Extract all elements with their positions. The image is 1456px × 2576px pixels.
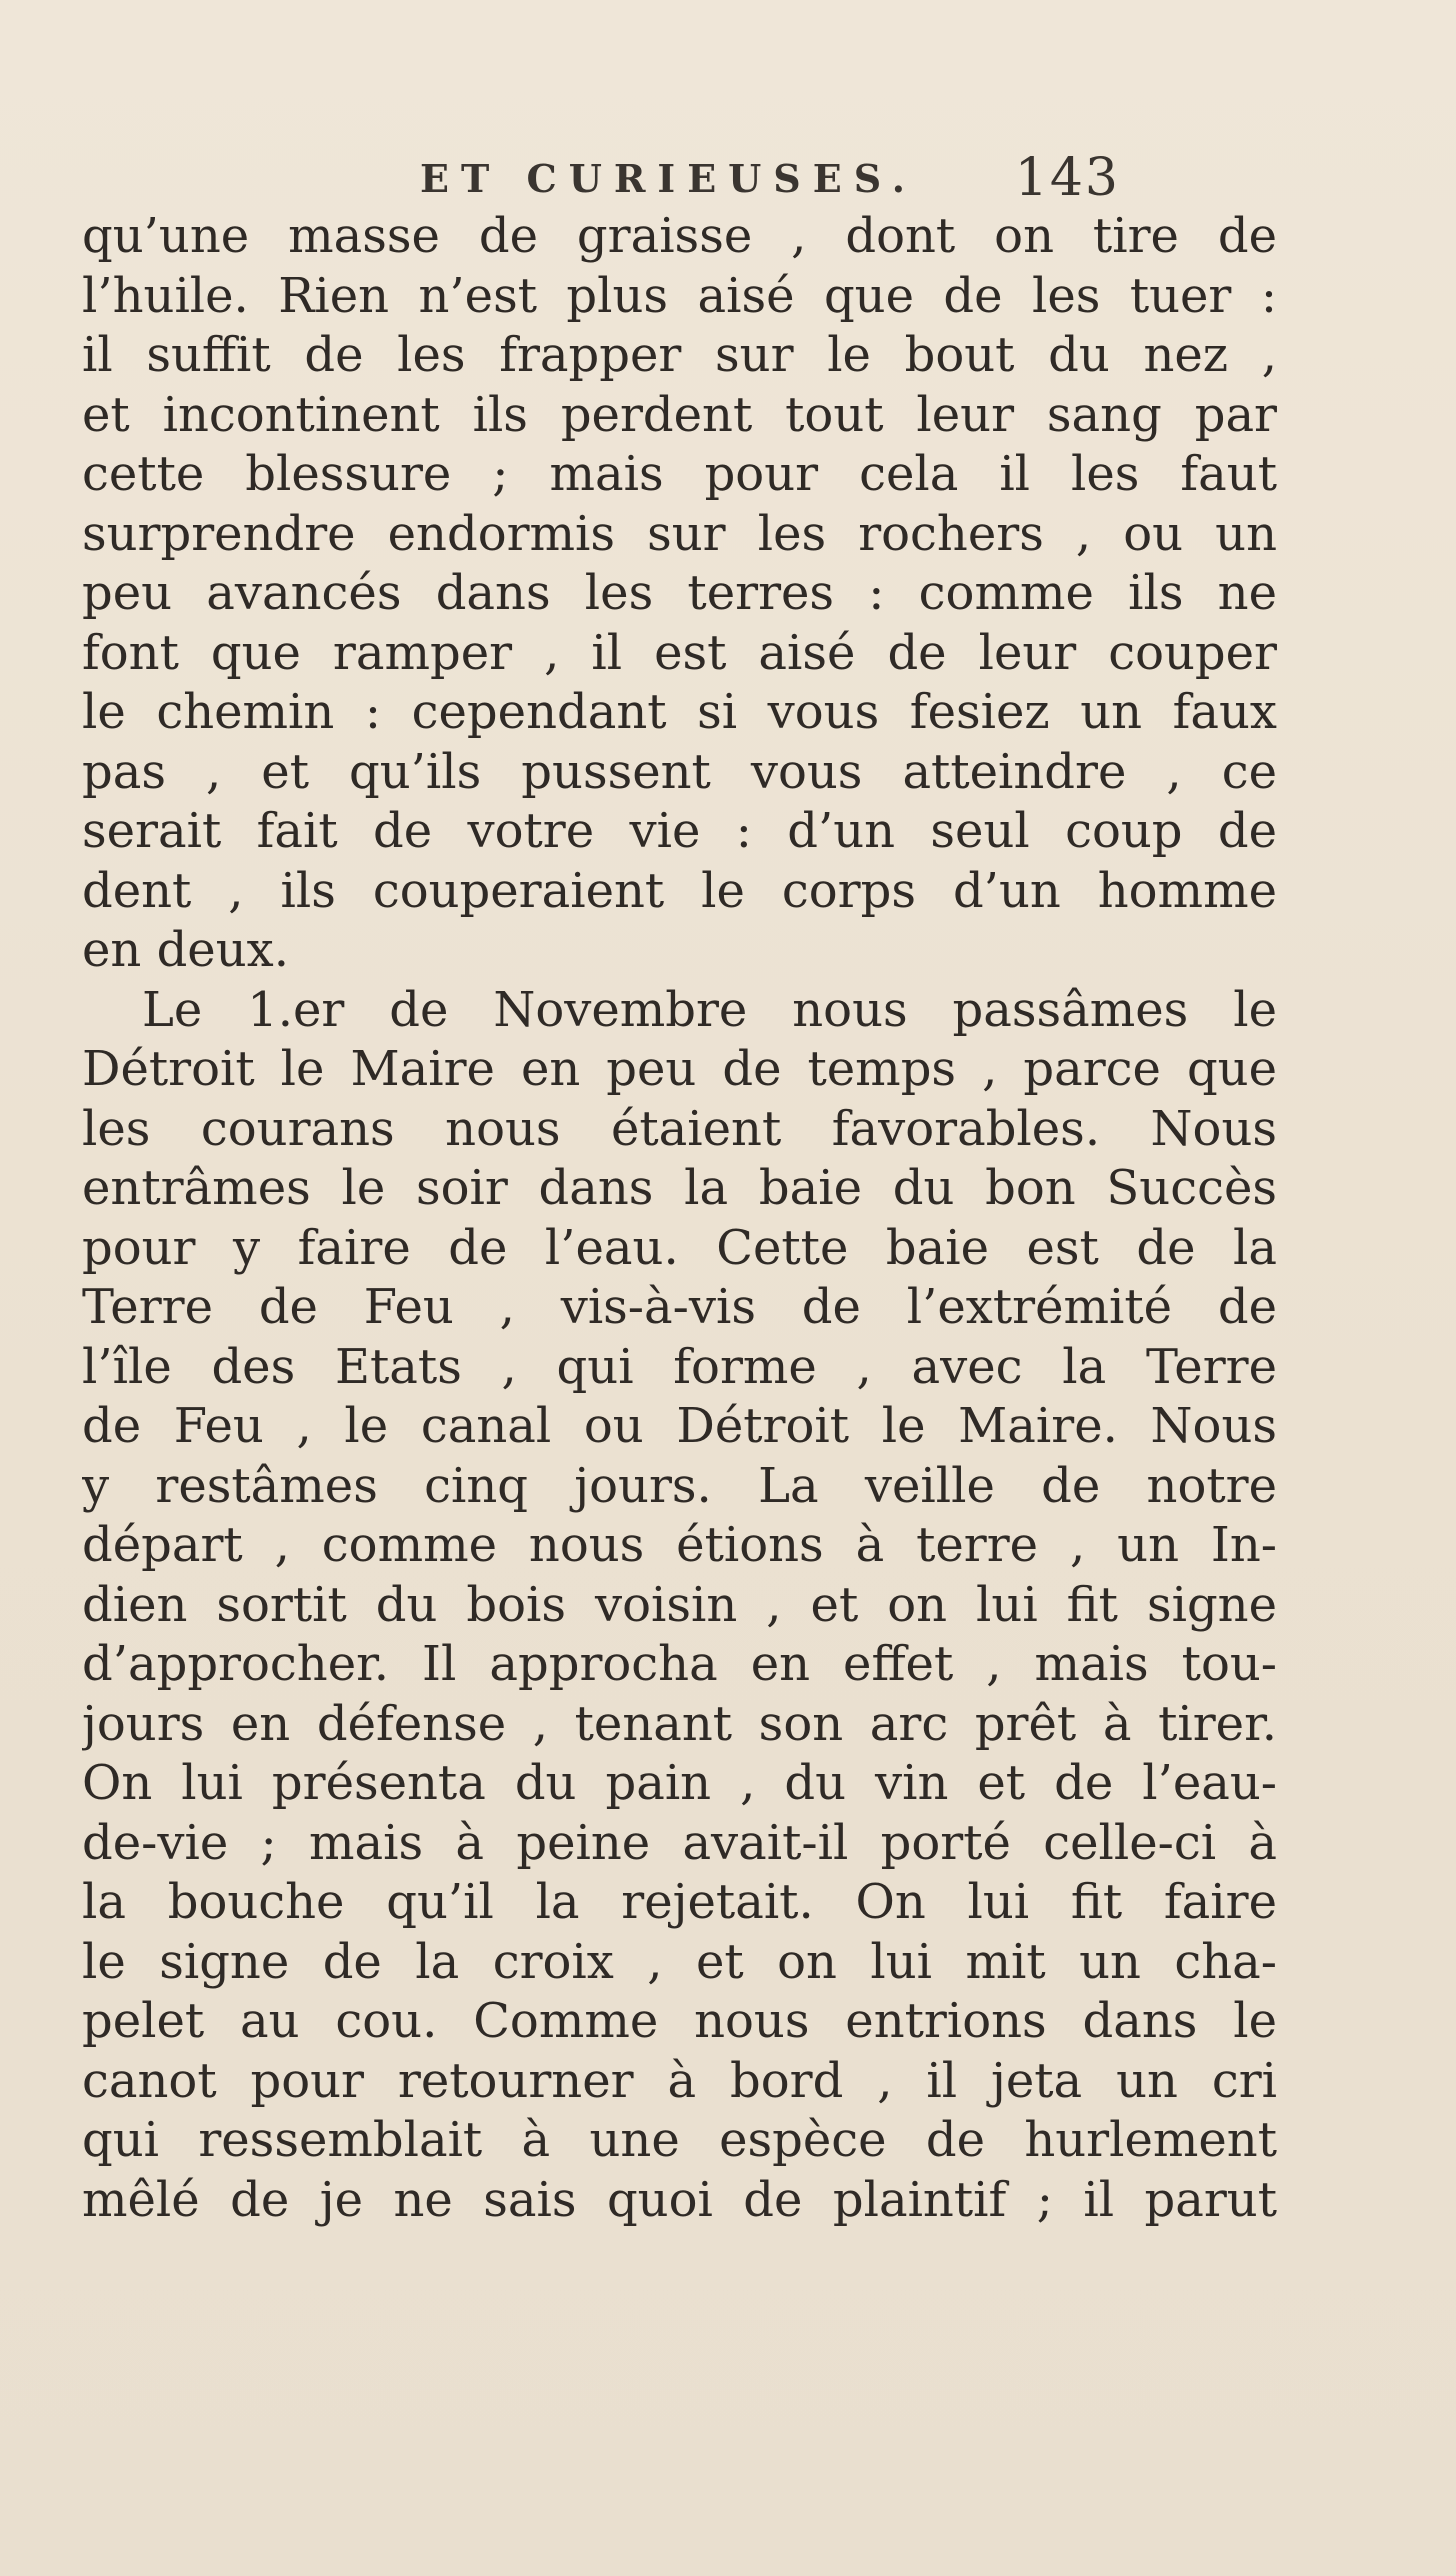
text-line: surprendre endormis sur les rochers , ou un bbox=[82, 505, 1277, 562]
text-line: On lui présenta du pain , du vin et de l’eau- bbox=[82, 1755, 1277, 1811]
text-line: le chemin : cependant si vous fesiez un faux bbox=[82, 684, 1277, 740]
text-line: les courans nous étaient favorables. Nous bbox=[82, 1100, 1277, 1157]
text-line: font que ramper , il est aisé de leur couper bbox=[82, 624, 1277, 681]
text-line: il suffit de les frapper sur le bout du nez , bbox=[82, 327, 1277, 383]
text-line: pour y faire de l’eau. Cette baie est de la bbox=[82, 1219, 1277, 1276]
text-line: d’approcher. Il approcha en effet , mais tou- bbox=[82, 1636, 1277, 1692]
text-line: de-vie ; mais à peine avait-il porté celle-ci à bbox=[82, 1814, 1277, 1871]
text-line: Terre de Feu , vis-à-vis de l’extrémité de bbox=[82, 1279, 1277, 1335]
text-line: peu avancés dans les terres : comme ils ne bbox=[82, 565, 1277, 621]
text-line: en deux. bbox=[82, 922, 289, 978]
page-number: 143 bbox=[1014, 148, 1120, 208]
text-line: entrâmes le soir dans la baie du bon Succès bbox=[82, 1160, 1277, 1216]
text-line: qu’une masse de graisse , dont on tire de bbox=[82, 208, 1277, 264]
text-line: cette blessure ; mais pour cela il les faut bbox=[82, 446, 1277, 502]
text-line: mêlé de je ne sais quoi de plaintif ; il parut bbox=[82, 2171, 1277, 2228]
text-line: départ , comme nous étions à terre , un In- bbox=[82, 1517, 1277, 1573]
text-line: Le 1.er de Novembre nous passâmes le bbox=[142, 981, 1277, 1038]
text-line: dent , ils couperaient le corps d’un homme bbox=[82, 862, 1277, 919]
text-line: la bouche qu’il la rejetait. On lui fit faire bbox=[82, 1874, 1277, 1930]
text-line: canot pour retourner à bord , il jeta un cri bbox=[82, 2052, 1277, 2109]
text-line: pas , et qu’ils pussent vous atteindre , ce bbox=[82, 743, 1277, 800]
text-line: l’huile. Rien n’est plus aisé que de les tuer : bbox=[82, 267, 1277, 324]
text-line: qui ressemblait à une espèce de hurlement bbox=[82, 2112, 1277, 2168]
body-text bbox=[82, 207, 1277, 2230]
text-line: l’île des Etats , qui forme , avec la Terre bbox=[82, 1338, 1277, 1395]
text-line: serait fait de votre vie : d’un seul coup de bbox=[82, 803, 1277, 859]
text-line: y restâmes cinq jours. La veille de notre bbox=[82, 1457, 1277, 1514]
running-head: ET CURIEUSES. bbox=[420, 156, 918, 201]
text-line: pelet au cou. Comme nous entrions dans le bbox=[82, 1993, 1277, 2049]
text-line: de Feu , le canal ou Détroit le Maire. Nous bbox=[82, 1398, 1277, 1454]
text-line: jours en défense , tenant son arc prêt à tirer. bbox=[82, 1695, 1277, 1752]
text-line: le signe de la croix , et on lui mit un cha- bbox=[82, 1933, 1277, 1990]
text-line: Détroit le Maire en peu de temps , parce que bbox=[82, 1041, 1277, 1097]
text-line: et incontinent ils perdent tout leur sang par bbox=[82, 386, 1277, 443]
text-line: dien sortit du bois voisin , et on lui fit signe bbox=[82, 1576, 1277, 1633]
